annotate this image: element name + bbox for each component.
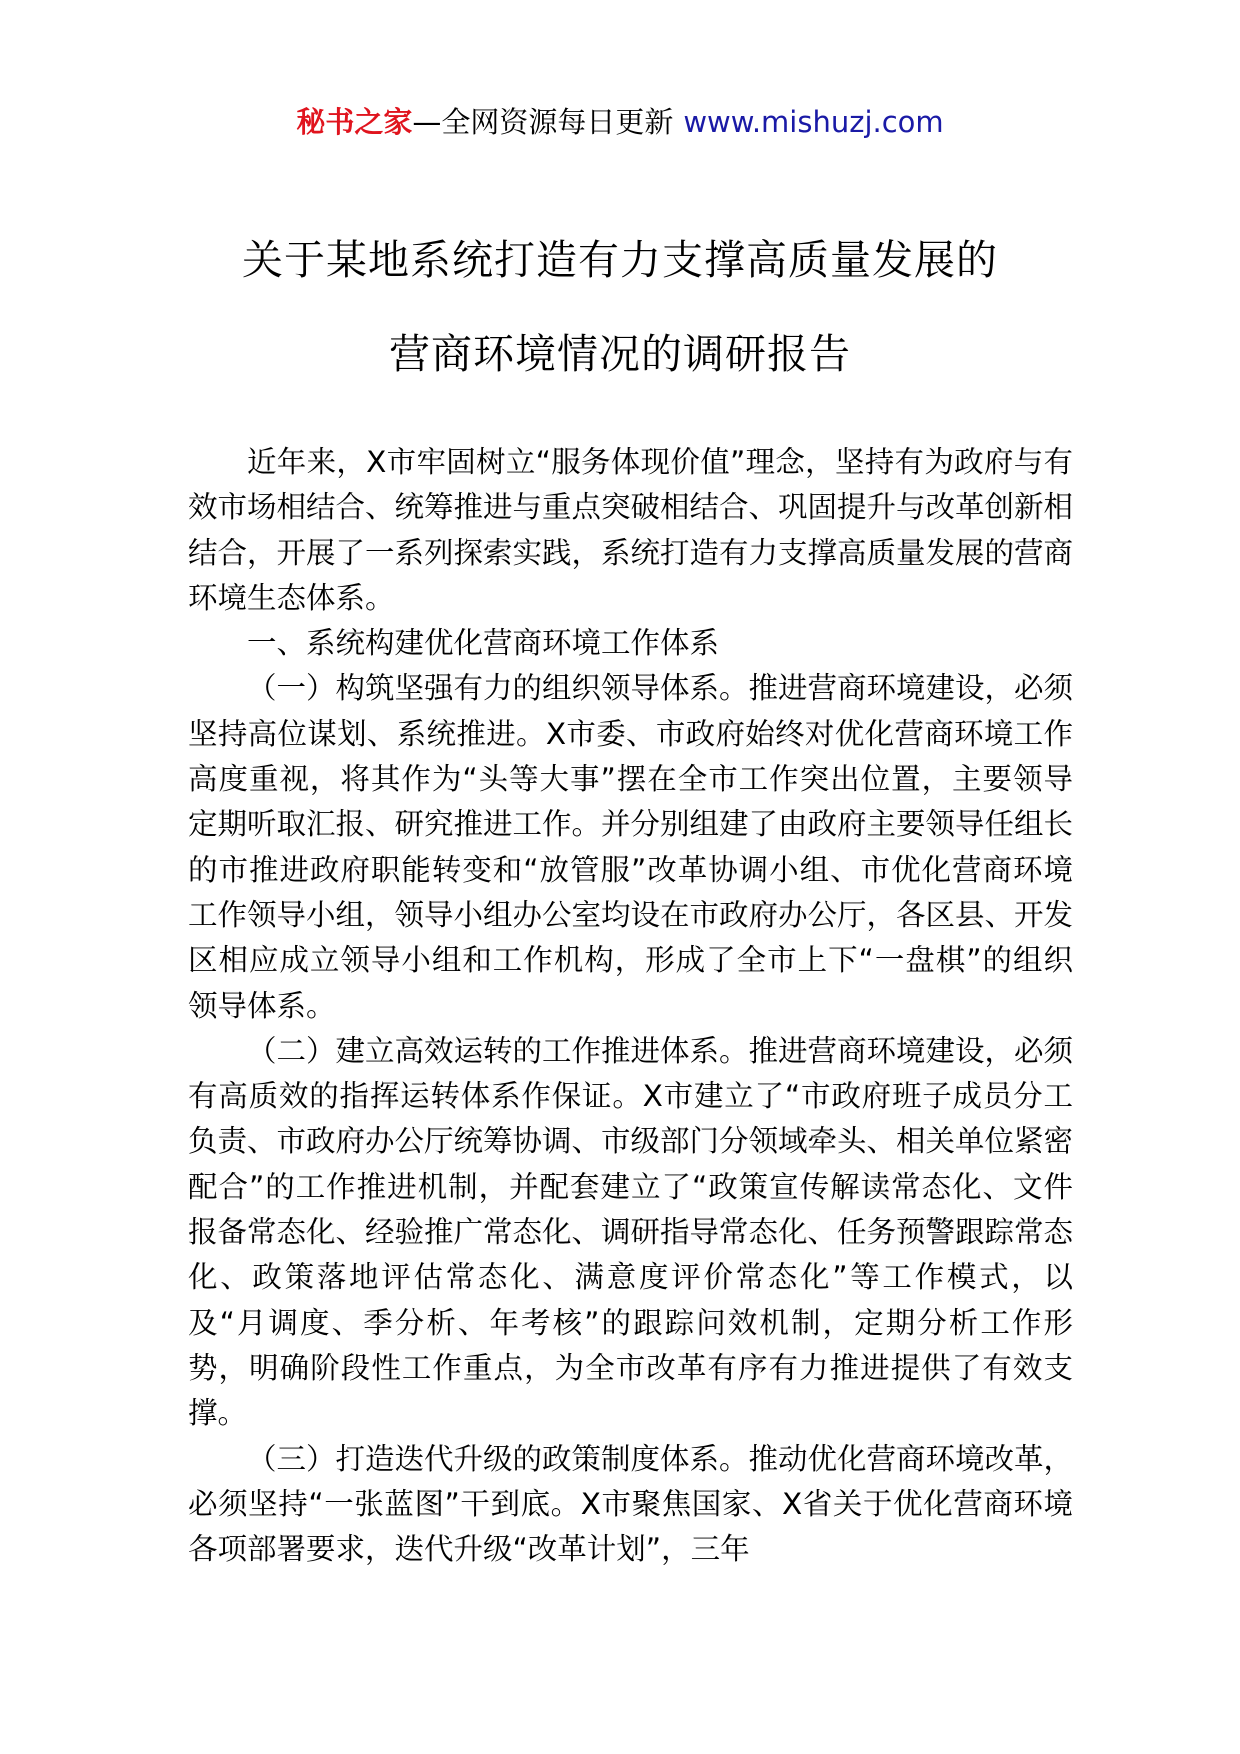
- body-paragraph: （三）打造迭代升级的政策制度体系。推动优化营商环境改革，必须坚持“一张蓝图”干到底。X市聚焦国家、X省关于优化营商环境各项部署要求，迭代升级“改革计划”，三年: [188, 1441, 1074, 1567]
- header-slogan: —全网资源每日更新: [412, 105, 674, 139]
- document-body: [188, 440, 1073, 1572]
- body-paragraph: （二）建立高效运转的工作推进体系。推进营商环境建设，必须有高质效的指挥运转体系作保证。X市建立了“市政府班子成员分工负责、市政府办公厅统筹协调、市级部门分领域牵头、相关单位紧密配合”的工作推进机制，并配套建立了“政策宣传解读常态化、文件报备常态化、经验推广常态化、调研指导常态化、任务预警跟踪常态化、政策落地评估常态化、满意度评价常态化”等工作模式，以及“月调度、季分析、年考核”的跟踪问效机制，定期分析工作形势，明确阶段性工作重点，为全市改革有序有力推进提供了有效支撑。: [188, 1033, 1074, 1431]
- body-paragraph: （一）构筑坚强有力的组织领导体系。推进营商环境建设，必须坚持高位谋划、系统推进。X市委、市政府始终对优化营商环境工作高度重视，将其作为“头等大事”摆在全市工作突出位置，主要领导定期听取汇报、研究推进工作。并分别组建了由政府主要领导任组长的市推进政府职能转变和“放管服”改革协调小组、市优化营商环境工作领导小组，领导小组办公室均设在市政府办公厅，各区县、开发区相应成立领导小组和工作机构，形成了全市上下“一盘棋”的组织领导体系。: [188, 671, 1074, 1023]
- document-title-line-1: 关于某地系统打造有力支撑高质量发展的: [242, 236, 998, 284]
- section-heading: 一、系统构建优化营商环境工作体系: [247, 626, 720, 661]
- site-header: [0, 102, 1240, 142]
- site-url-link[interactable]: www.mishuzj.com: [683, 105, 944, 139]
- document-title-line-2: 营商环境情况的调研报告: [389, 330, 851, 378]
- intro-paragraph: 近年来，X市牢固树立“服务体现价值”理念，坚持有为政府与有效市场相结合、统筹推进与重点突破相结合、巩固提升与改革创新相结合，开展了一系列探索实践，系统打造有力支撑高质量发展的营商环境生态体系。: [188, 445, 1074, 615]
- brand-name: 秘书之家: [296, 105, 413, 139]
